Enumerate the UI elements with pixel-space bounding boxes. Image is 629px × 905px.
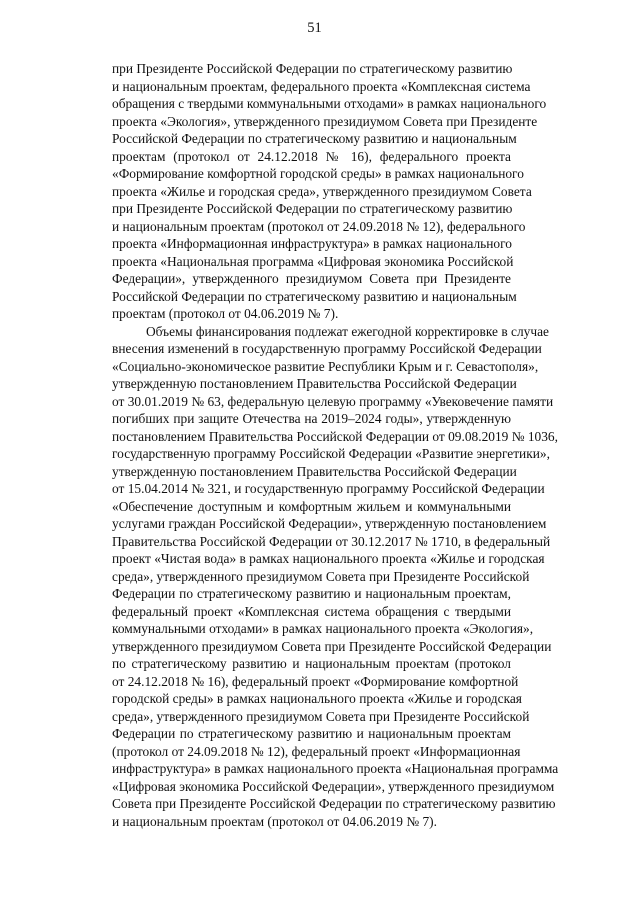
text-line: и национальным проектам (протокол от 24.09.2018 № 12), федерального xyxy=(112,218,526,234)
text-line: проекта «Национальная программа «Цифровая экономика Российской xyxy=(112,253,514,269)
text-line: проекта «Информационная инфраструктура» в рамках национального xyxy=(112,236,512,251)
text-line: федеральный проект «Комплексная система обращения с твердыми xyxy=(112,603,511,619)
text-line: проектам (протокол от 04.06.2019 № 7). xyxy=(112,306,339,321)
text-line: проектам (протокол от 24.12.2018 № 16), федерального проекта xyxy=(112,148,511,164)
page-number: 51 xyxy=(307,20,322,36)
text-line: услугами граждан Российской Федерации», утвержденную постановлением xyxy=(112,516,547,531)
text-line: инфраструктура» в рамках национального проекта «Национальная программа xyxy=(112,761,559,776)
text-line: проекта «Жилье и городская среда», утвержденного президиумом Совета xyxy=(112,183,532,199)
text-line: утвержденного президиумом Совета при Президенте Российской Федерации xyxy=(112,638,552,654)
text-line: Федерации по стратегическому развитию и национальным проектам, xyxy=(112,586,511,601)
text-line: при Президенте Российской Федерации по стратегическому развитию xyxy=(112,61,513,76)
text-line: и национальным проектам, федерального проекта «Комплексная система xyxy=(112,78,531,94)
text-line: утвержденную постановлением Правительства Российской Федерации xyxy=(112,463,517,479)
text-line: Российской Федерации по стратегическому развитию и национальным xyxy=(112,131,517,146)
text-line: «Обеспечение доступным и комфортным жильем и коммунальными xyxy=(112,498,511,514)
text-line: «Формирование комфортной городской среды» в рамках национального xyxy=(112,166,524,181)
text-line: «Цифровая экономика Российской Федерации», утвержденного президиумом xyxy=(112,778,555,794)
text-line: внесения изменений в государственную программу Российской Федерации xyxy=(112,341,542,356)
paragraph xyxy=(112,60,547,323)
text-line: и национальным проектам (протокол от 04.06.2019 № 7). xyxy=(112,813,437,829)
text-line: по стратегическому развитию и национальным проектам (протокол xyxy=(112,656,511,671)
text-line: проекта «Экология», утвержденного президиумом Совета при Президенте xyxy=(112,113,538,129)
text-line: коммунальными отходами» в рамках национального проекта «Экология», xyxy=(112,621,534,636)
text-line: Правительства Российской Федерации от 30.12.2017 № 1710, в федеральный xyxy=(112,533,551,549)
text-line: Российской Федерации по стратегическому развитию и национальным xyxy=(112,288,517,304)
text-line: (протокол от 24.09.2018 № 12), федеральный проект «Информационная xyxy=(112,743,521,759)
text-line: государственную программу Российской Федерации «Развитие энергетики», xyxy=(112,446,550,461)
text-line: от 30.01.2019 № 63, федеральную целевую программу «Увековечение памяти xyxy=(112,393,554,409)
text-line: проект «Чистая вода» в рамках национального проекта «Жилье и городская xyxy=(112,551,545,566)
text-line: среда», утвержденного президиумом Совета при Президенте Российской xyxy=(112,568,530,584)
paragraph xyxy=(112,323,559,831)
text-line: погибших при защите Отечества на 2019–2024 годы», утвержденную xyxy=(112,411,511,426)
text-line: обращения с твердыми коммунальными отходами» в рамках национального xyxy=(112,96,547,111)
text-line: постановлением Правительства Российской Федерации от 09.08.2019 № 1036, xyxy=(112,428,558,444)
text-line: городской среды» в рамках национального проекта «Жилье и городская xyxy=(112,691,522,706)
text-line: от 15.04.2014 № 321, и государственную программу Российской Федерации xyxy=(112,481,545,496)
text-line: утвержденную постановлением Правительства Российской Федерации xyxy=(112,376,517,391)
text-line: Федерации по стратегическому развитию и национальным проектам xyxy=(112,726,511,741)
text-line: Совета при Президенте Российской Федерации по стратегическому развитию xyxy=(112,796,556,811)
text-line: «Социально-экономическое развитие Республики Крым и г. Севастополя», xyxy=(112,358,539,374)
text-line: Федерации», утвержденного президиумом Совета при Президенте xyxy=(112,271,511,286)
body-text xyxy=(112,60,559,830)
text-line: при Президенте Российской Федерации по стратегическому развитию xyxy=(112,201,513,216)
text-line: Объемы финансирования подлежат ежегодной корректировке в случае xyxy=(146,323,549,339)
text-line: от 24.12.2018 № 16), федеральный проект «Формирование комфортной xyxy=(112,673,519,689)
text-line: среда», утвержденного президиумом Совета при Президенте Российской xyxy=(112,708,530,724)
